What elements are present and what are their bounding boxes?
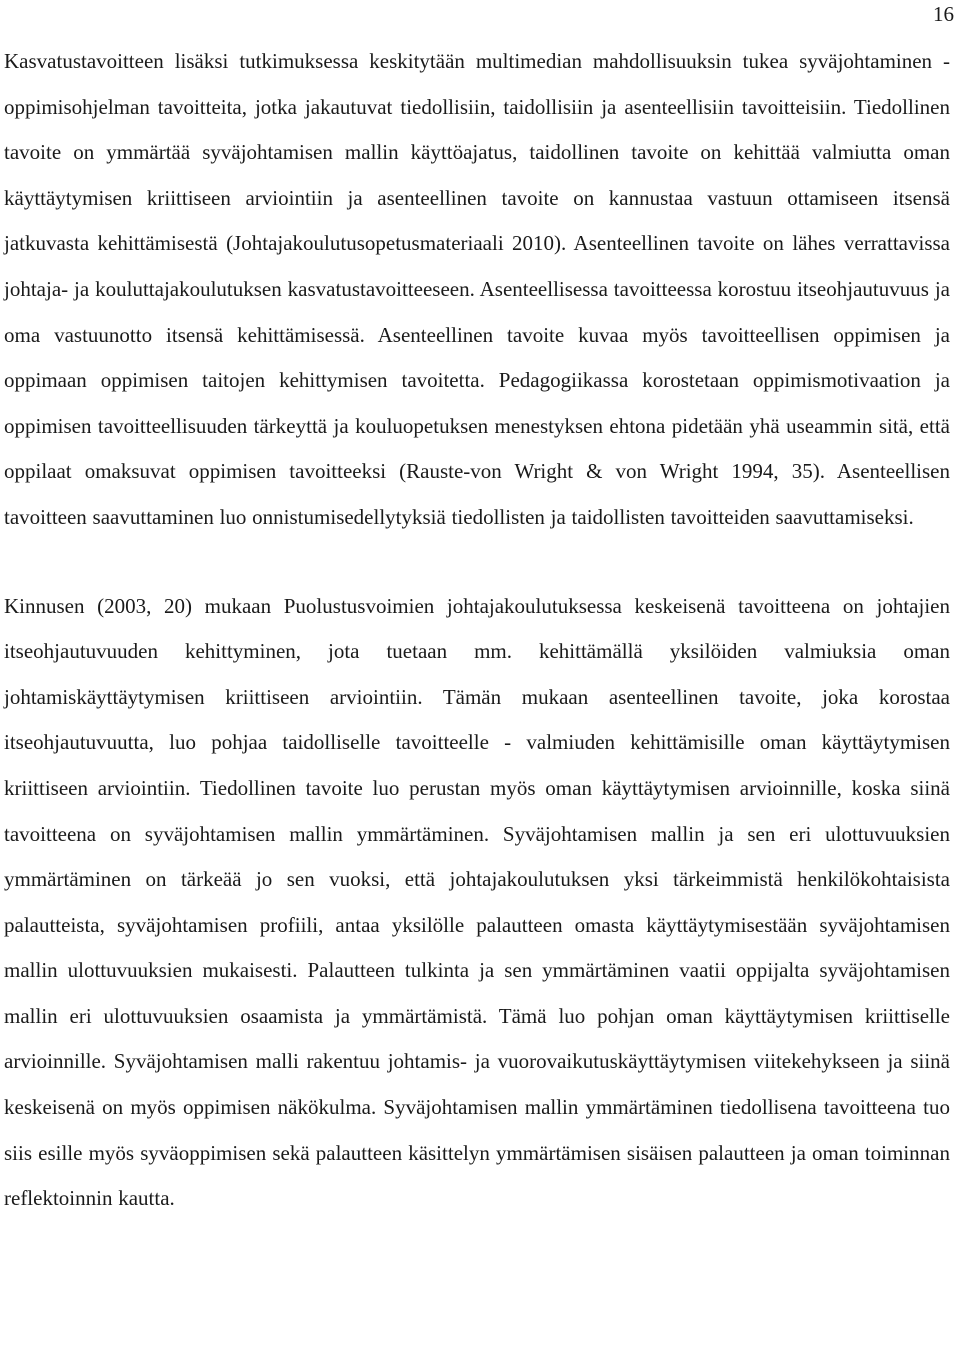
document-body (4, 39, 950, 1222)
page-number: 16 (933, 2, 954, 26)
body-paragraph-2: Kinnusen (2003, 20) mukaan Puolustusvoimien johtajakoulutuksessa keskeisenä tavoitteena on johtajien itseohjautuvuuden kehittyminen, jota tuetaan mm. kehittämällä yksilöiden valmiuksia oman johtamiskäyttäytymisen kriittiseen arviointiin. Tämän mukaan asenteellinen tavoite, joka korostaa itseohjautuvuutta, luo pohjaa taidolliselle tavoitteelle - valmiuden kehittämisille oman käyttäytymisen kriittiseen arviointiin. Tiedollinen tavoite luo perustan myös oman käyttäytymisen arvioinnille, koska siinä tavoitteena on syväjohtamisen mallin ymmärtäminen. Syväjohtamisen mallin ja sen eri ulottuvuuksien ymmärtäminen on tärkeää jo sen vuoksi, että johtajakoulutuksen yksi tärkeimmistä henkilökohtaisista palautteista, syväjohtamisen profiili, antaa yksilölle palautteen omasta käyttäytymisestään syväjohtamisen mallin ulottuvuuksien mukaisesti. Palautteen tulkinta ja sen ymmärtäminen vaatii oppijalta syväjohtamisen mallin eri ulottuvuuksien osaamista ja ymmärtämistä. Tämä luo pohjan oman käyttäytymisen kriittiselle arvioinnille. Syväjohtamisen malli rakentuu johtamis- ja vuorovaikutuskäyttäytymisen viitekehykseen ja siinä keskeisenä on myös oppimisen näkökulma. Syväjohtamisen mallin ymmärtäminen tiedollisena tavoitteena tuo siis esille myös syväoppimisen sekä palautteen käsittelyn ymmärtämisen sisäisen palautteen ja oman toiminnan reflektoinnin kautta. (4, 593, 950, 1211)
body-paragraph-1: Kasvatustavoitteen lisäksi tutkimuksessa keskitytään multimedian mahdollisuuksin tukea syväjohtaminen - oppimisohjelman tavoitteita, jotka jakautuvat tiedollisiin, taidollisiin ja asenteellisiin tavoitteisiin. Tiedollinen tavoite on ymmärtää syväjohtamisen mallin käyttöajatus, taidollinen tavoite on kehittää valmiutta oman käyttäytymisen kriittiseen arviointiin ja asenteellinen tavoite on kannustaa vastuun ottamiseen itsensä jatkuvasta kehittämisestä (Johtajakoulutusopetusmateriaali 2010). Asenteellinen tavoite on lähes verrattavissa johtaja- ja kouluttajakoulutuksen kasvatustavoitteeseen. Asenteellisessa tavoitteessa korostuu itseohjautuvuus ja oma vastuunotto itsensä kehittämisessä. Asenteellinen tavoite kuvaa myös tavoitteellisen oppimisen ja oppimaan oppimisen taitojen kehittymisen tavoitetta. Pedagogiikassa korostetaan oppimismotivaation ja oppimisen tavoitteellisuuden tärkeyttä ja kouluopetuksen menestyksen ehtona pidetään yhä useammin sitä, että oppilaat omaksuvat oppimisen tavoitteeksi (Rauste-von Wright & von Wright 1994, 35). Asenteellisen tavoitteen saavuttaminen luo onnistumisedellytyksiä tiedollisten ja taidollisten tavoitteiden saavuttamiseksi. (4, 49, 950, 529)
